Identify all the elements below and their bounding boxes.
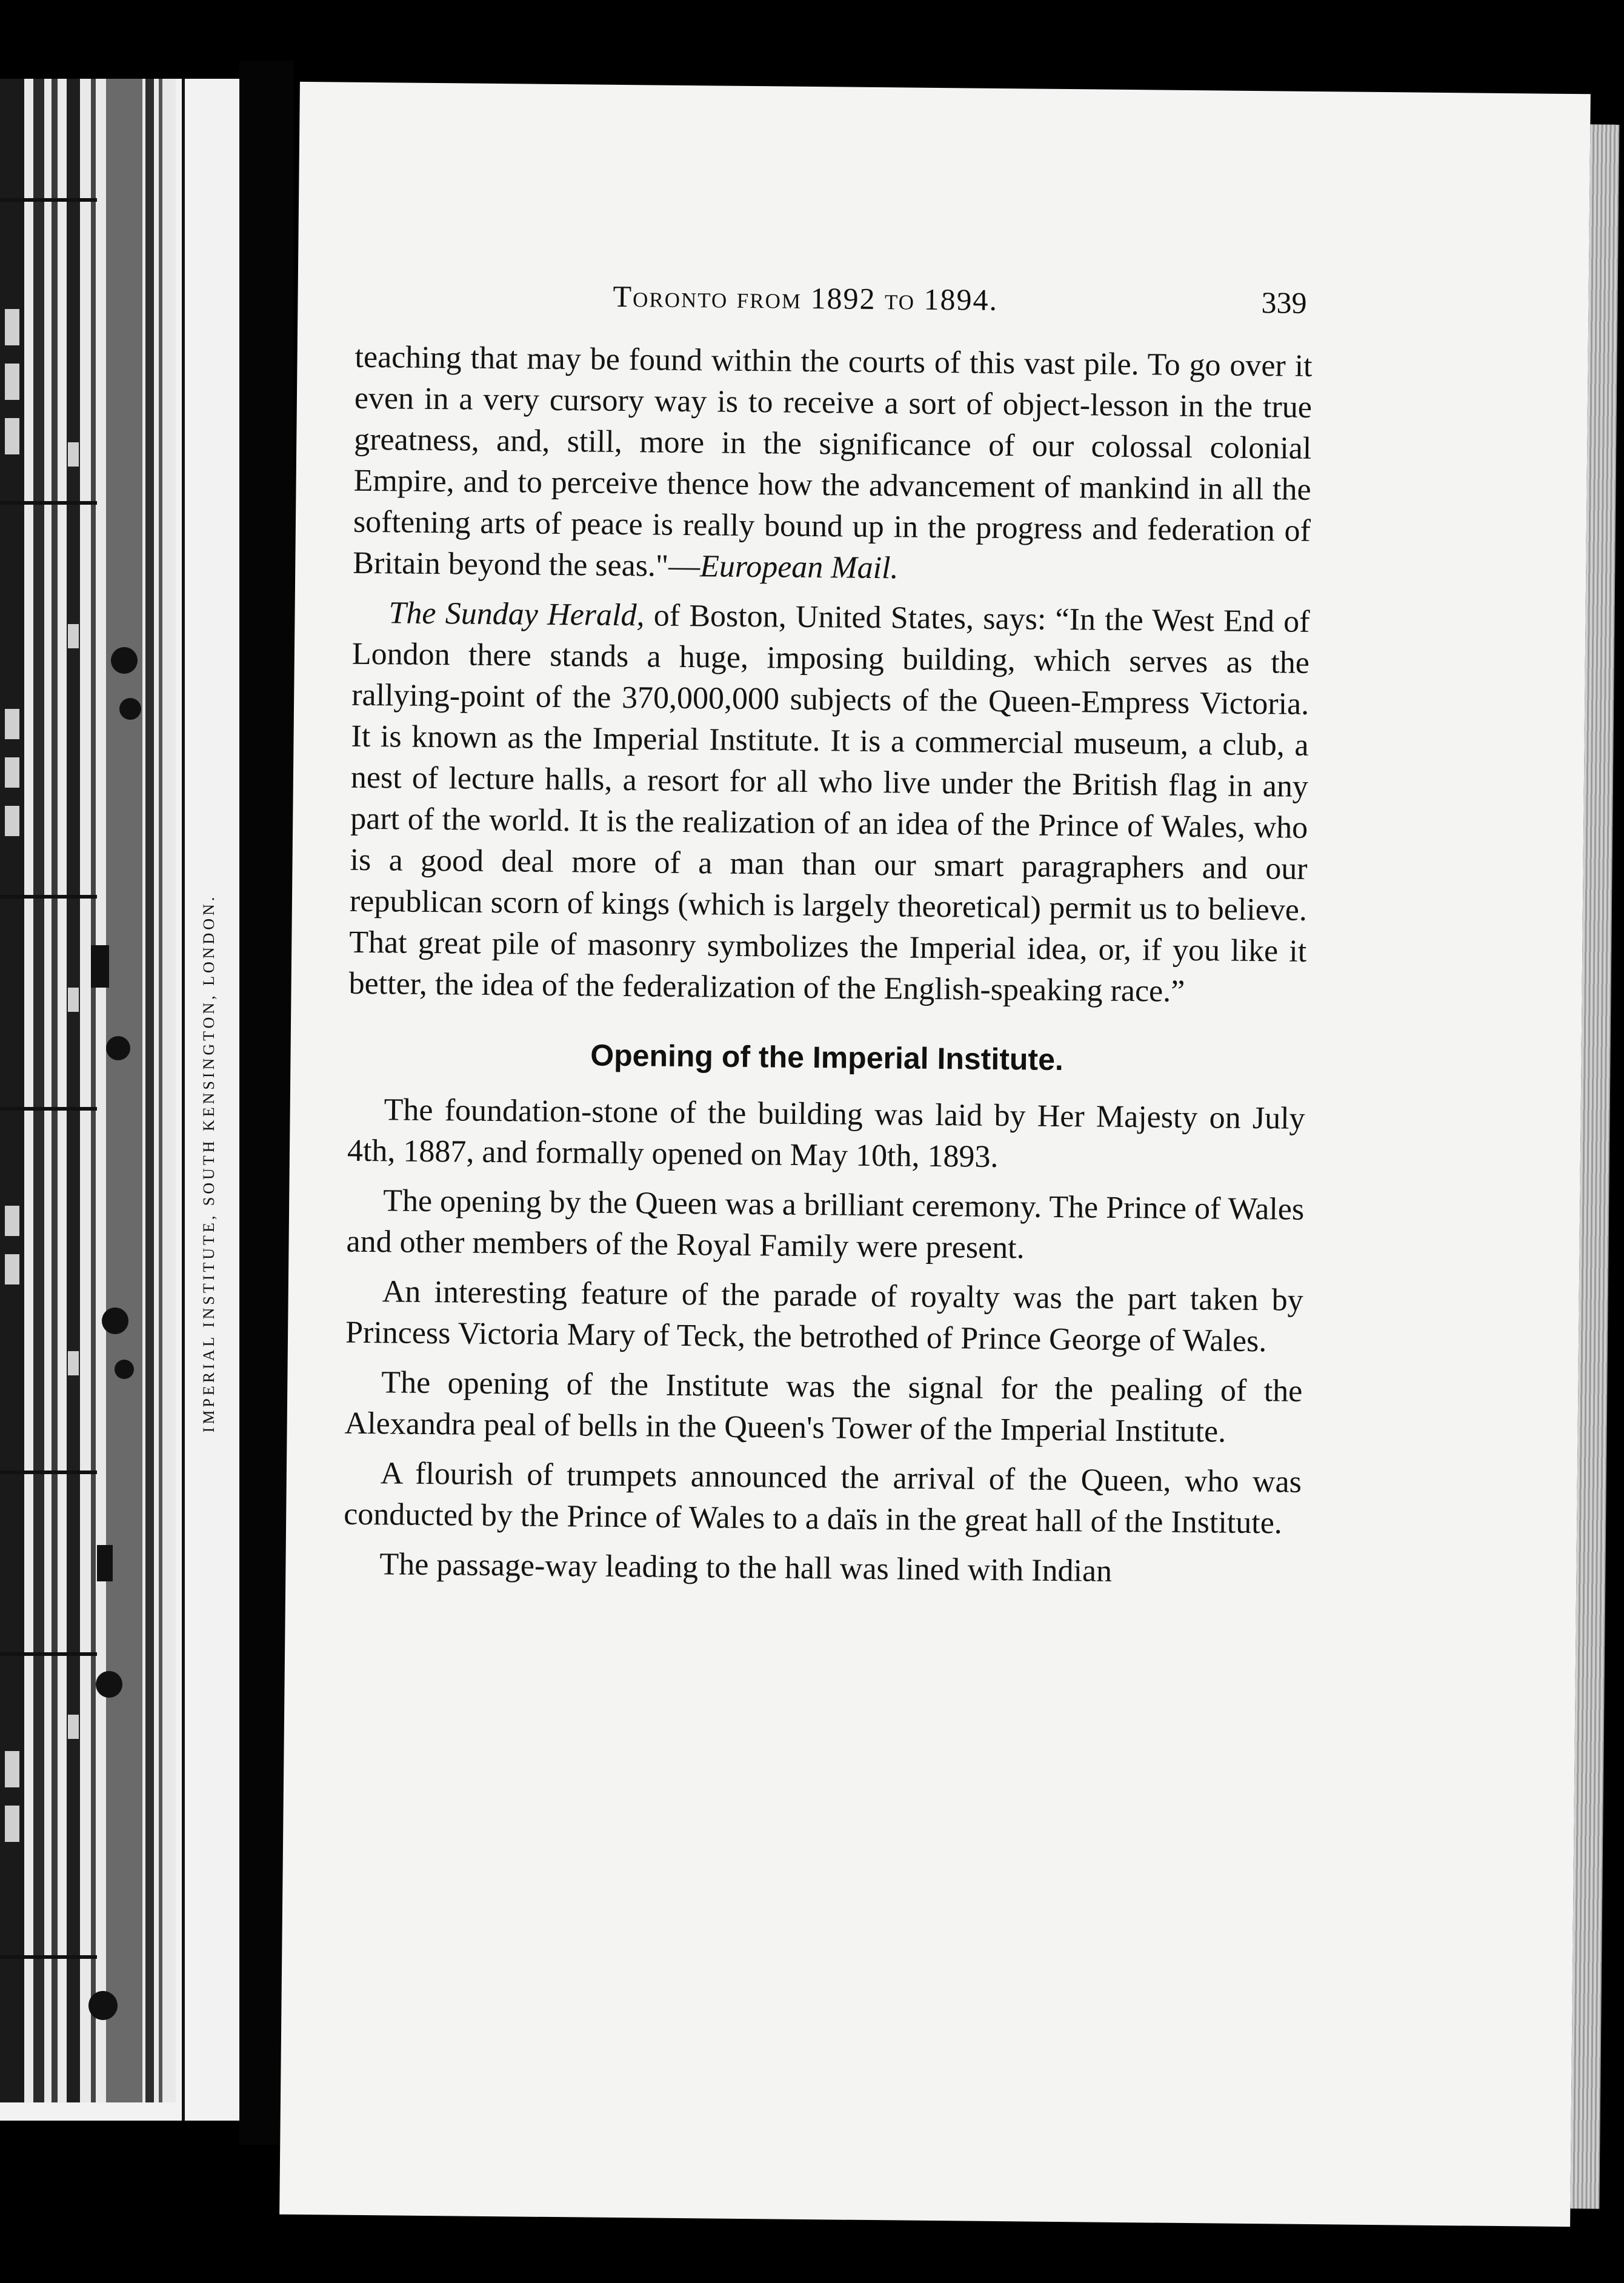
page-edge <box>1570 124 1619 2208</box>
paragraph-7: A flourish of trumpets announced the arrival of the Queen, who was conducted by the Prince of Wales to a daïs in the great hall of the Institute. <box>343 1456 1302 1541</box>
paragraph-4: The opening by the Queen was a brilliant ceremony. The Prince of Wales and other members of the Royal Family were present. <box>346 1183 1305 1266</box>
page-body <box>343 337 1313 1603</box>
paragraph-1 <box>353 337 1313 593</box>
paragraph-6: The opening of the Institute was the signal for the pealing of the Alexandra peal of bells in the Queen's Tower of the Imperial Institute. <box>344 1365 1303 1449</box>
plate-border-rule <box>182 79 185 2121</box>
paragraph-5: An interesting feature of the parade of royalty was the part taken by Princess Victoria Mary of Teck, the betrothed of Prince George of Wales. <box>345 1274 1303 1359</box>
paragraph-3: The foundation-stone of the building was laid by Her Majesty on July 4th, 1887, and formally opened on May 10th, 1893. <box>347 1092 1305 1175</box>
paragraph-2 <box>348 593 1310 1014</box>
paragraph-2-text: of Boston, United States, says: “In the West End of London there stands a huge, imposing building, which serves as the rallying-point of the 370,000,000 subjects of the Queen-Empress Victoria. It is known as the Imperial Institute. It is a commercial museum, a club, a nest of lecture halls, a resort for all who live under the British flag in any part of the world. It is the realization of an idea of the Prince of Wales, who is a good deal more of a man than our smart paragraphers and our republican scorn of kings (which is largely theoretical) permit us to believe. That great pile of masonry symbolizes the Imperial idea, or, if you like it better, the idea of the federalization of the English-speaking race.” <box>348 598 1310 1009</box>
section-heading: Opening of the Imperial Institute. <box>590 1038 1064 1077</box>
plate-caption: IMPERIAL INSTITUTE, SOUTH KENSINGTON, LONDON. <box>200 894 218 1433</box>
running-head <box>298 276 1588 324</box>
paragraph-2-source: The Sunday Herald, <box>388 596 645 633</box>
facing-plate <box>0 79 239 2121</box>
paragraph-8: The passage-way leading to the hall was lined with Indian <box>379 1547 1113 1589</box>
paragraph-1-source: European Mail. <box>699 549 899 586</box>
paragraph-1-text: teaching that may be found within the courts of this vast pile. To go over it even in a very cursory way is to receive a sort of object-lesson in the true greatness, and, still, more in the significance of our colossal colonial Empire, and to perceive thence how the advancement of mankind in all the softening arts of peace is really bound up in the progress and federation of Britain beyond the seas."— <box>353 339 1313 584</box>
engraving-image <box>0 79 176 2102</box>
page-number: 339 <box>1261 285 1307 320</box>
book-page <box>279 82 1591 2227</box>
running-head-title: Toronto from 1892 to 1894. <box>613 279 999 317</box>
